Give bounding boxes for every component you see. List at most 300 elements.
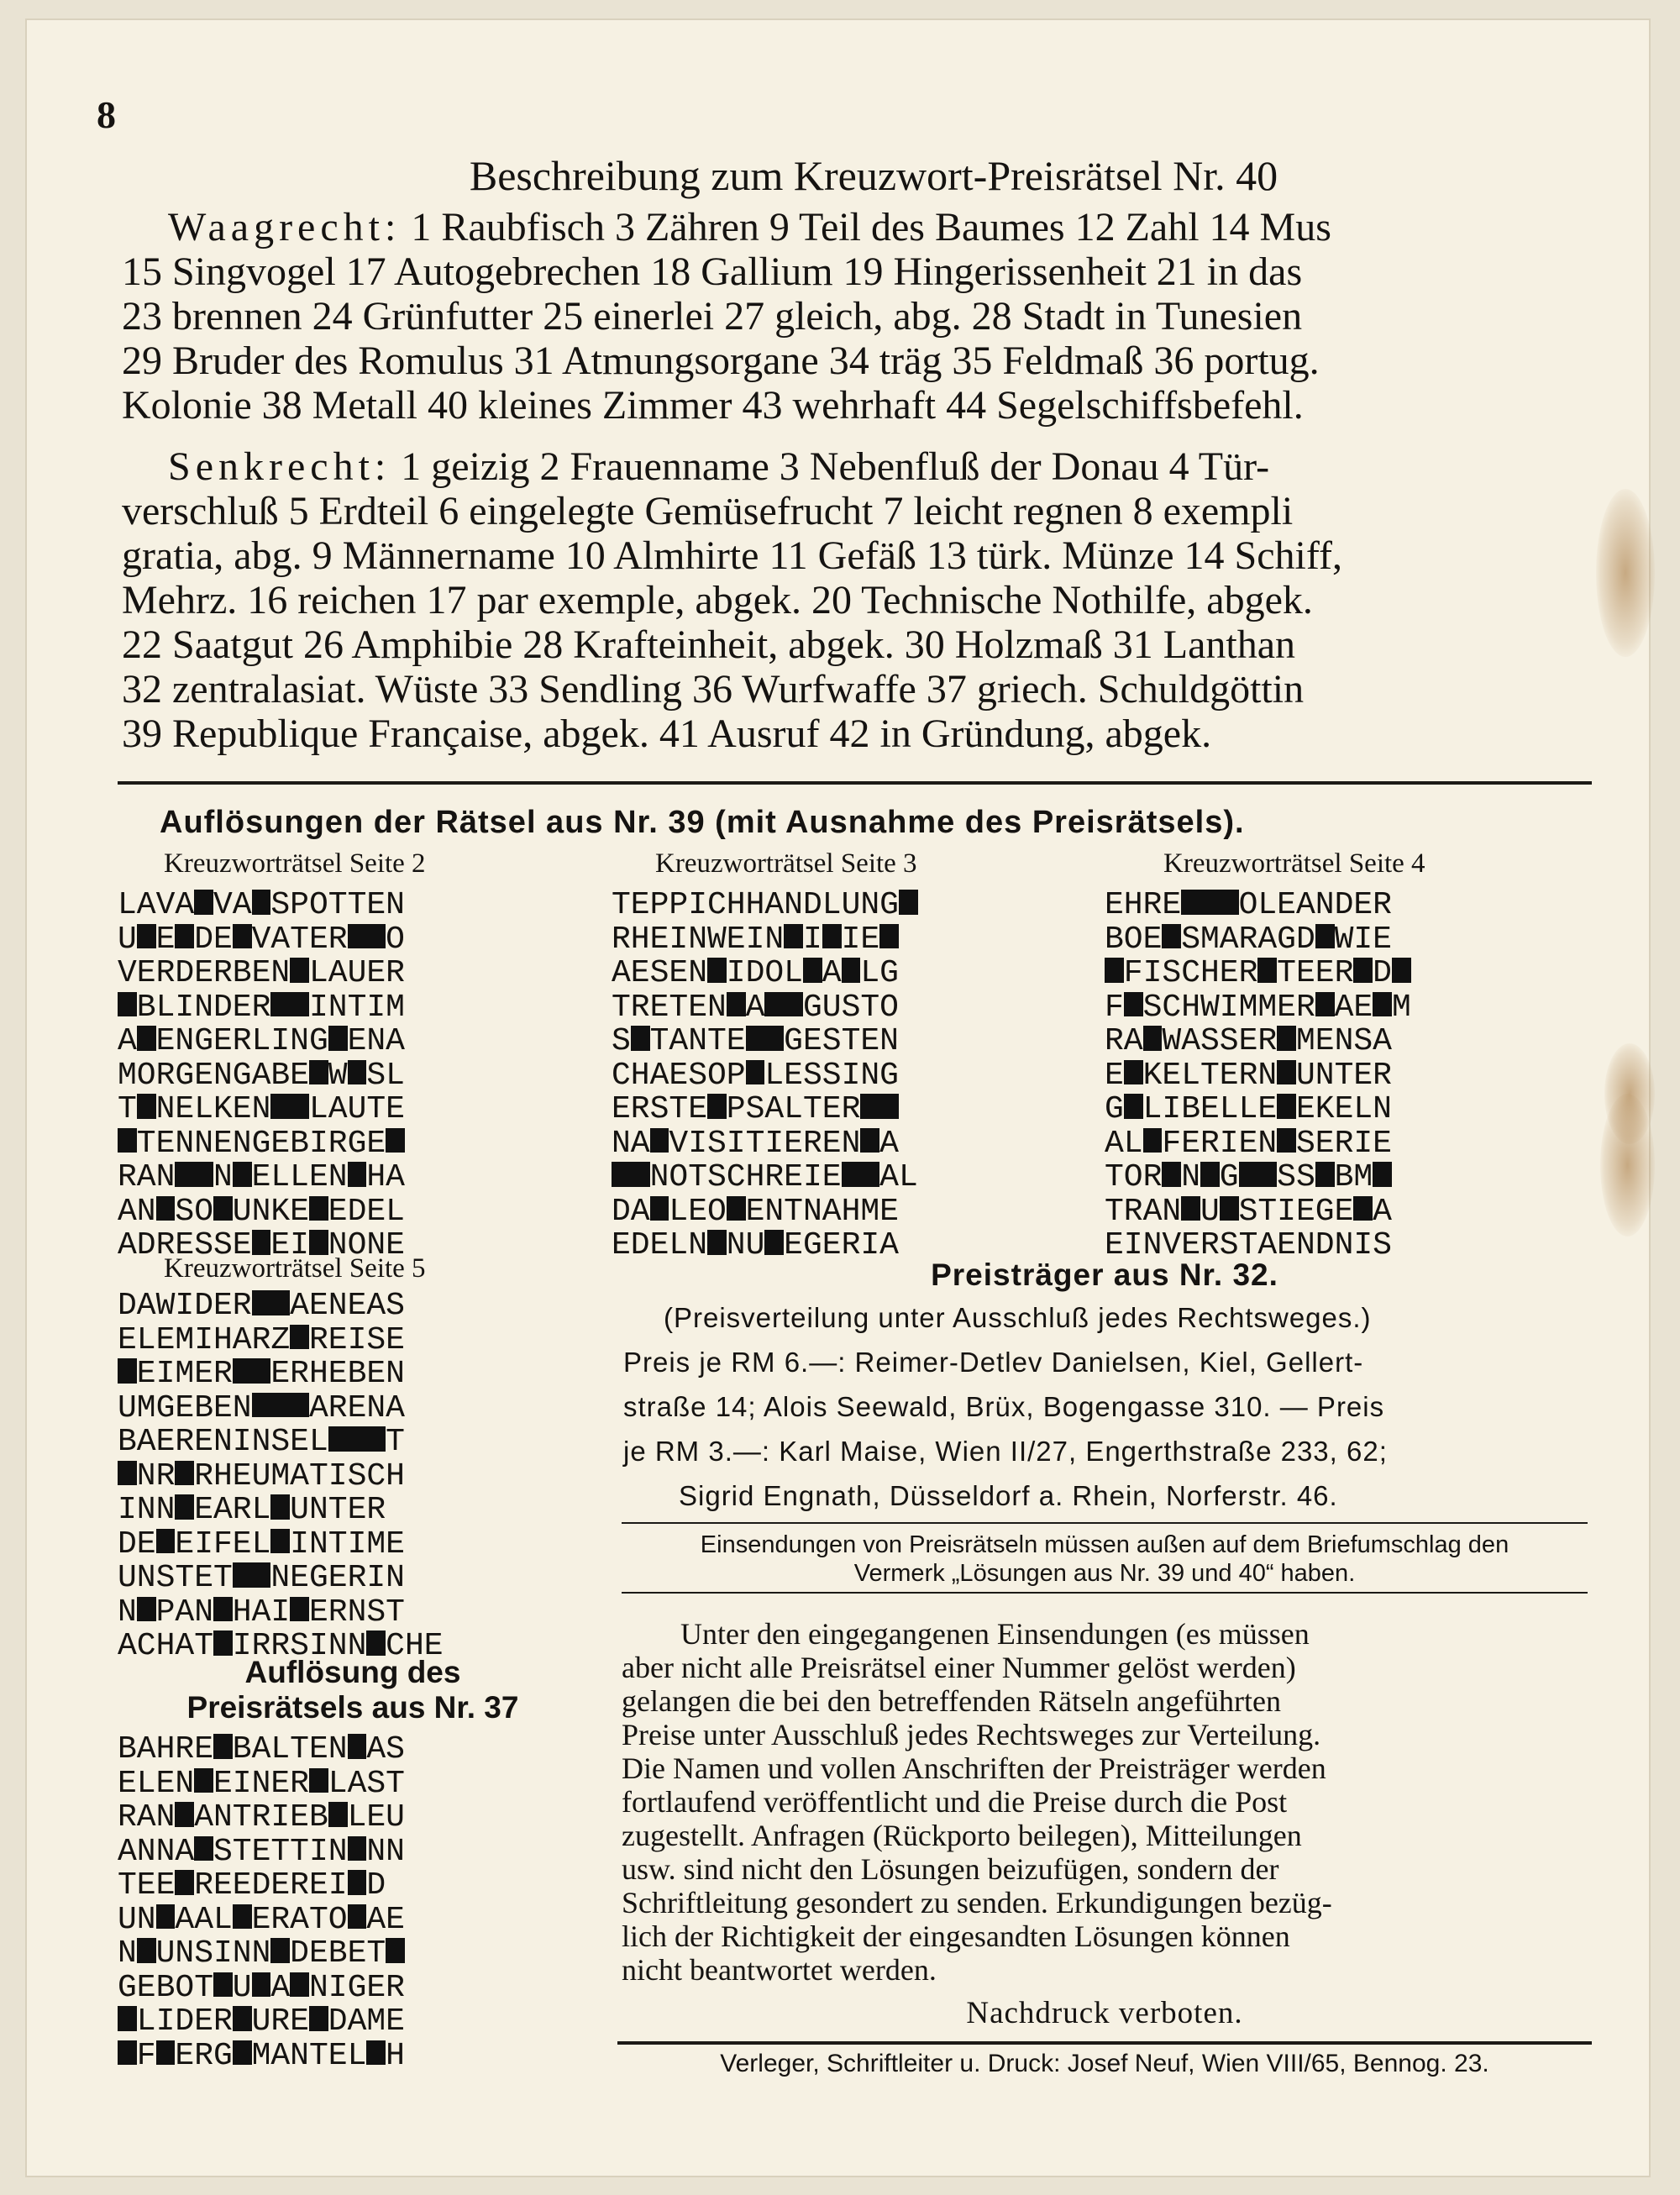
grid-row: [1105, 1161, 1411, 1195]
rust-stain-lower: [1600, 1094, 1655, 1237]
black-square: [1162, 1162, 1181, 1187]
letter-cell: E: [1277, 887, 1296, 923]
letter-cell: T: [386, 1765, 405, 1802]
letter-cell: O: [669, 1159, 689, 1195]
letter-cell: I: [1162, 1091, 1182, 1127]
letter-cell: E: [1142, 921, 1163, 958]
letter-cell: I: [688, 887, 707, 923]
letter-cell: E: [366, 1356, 386, 1392]
letter-cell: E: [1105, 1057, 1124, 1094]
letter-cell: L: [1142, 1091, 1163, 1127]
black-square: [803, 958, 822, 983]
letter-cell: U: [155, 1935, 176, 1972]
letter-cell: S: [1219, 1023, 1239, 1059]
letter-cell: A: [136, 1288, 156, 1324]
letter-cell: I: [1219, 1125, 1239, 1162]
body-text-line: Preise unter Ausschluß jedes Rechtsweges zur Verteilung.: [622, 1718, 1321, 1751]
crossword-solution-seite5: [118, 1289, 444, 1664]
black-square: [270, 1938, 290, 1963]
letter-cell: E: [136, 955, 156, 991]
letter-cell: M: [860, 1193, 880, 1230]
letter-cell: H: [386, 2037, 405, 2074]
letter-cell: K: [1142, 1057, 1163, 1094]
letter-cell: A: [136, 1799, 156, 1835]
letter-cell: H: [386, 1457, 405, 1494]
letter-cell: V: [213, 887, 233, 923]
letter-cell: K: [1315, 1091, 1335, 1127]
letter-cell: N: [270, 1560, 291, 1596]
letter-cell: D: [118, 1288, 137, 1324]
black-square: [156, 1904, 176, 1930]
letter-cell: R: [1334, 955, 1354, 991]
black-square: [290, 1325, 309, 1350]
letter-cell: L: [669, 1227, 689, 1263]
letter-cell: H: [630, 1057, 650, 1094]
grid-row: [1105, 923, 1411, 958]
letter-cell: E: [1334, 1091, 1354, 1127]
letter-cell: U: [118, 1389, 137, 1426]
letter-cell: N: [136, 1833, 156, 1870]
divider-rule: [622, 1592, 1588, 1594]
black-square: [1200, 1162, 1220, 1187]
letter-cell: N: [194, 1125, 213, 1162]
letter-cell: A: [386, 1389, 405, 1426]
letter-cell: R: [290, 1867, 309, 1904]
letter-cell: E: [1181, 1125, 1200, 1162]
black-square: [631, 1026, 650, 1051]
letter-cell: S: [706, 1125, 727, 1162]
letter-cell: S: [1353, 1023, 1373, 1059]
grid-row: [118, 1457, 444, 1494]
letter-cell: E: [1162, 1057, 1182, 1094]
body-text-line: gelangen die bei den betreffenden Rätseln angeführten: [622, 1684, 1282, 1718]
letter-cell: S: [270, 887, 291, 923]
letter-cell: E: [213, 921, 233, 958]
letter-cell: A: [1181, 1023, 1200, 1059]
black-square: [213, 1597, 233, 1622]
letter-cell: E: [118, 1765, 137, 1802]
black-square: [252, 1393, 271, 1418]
body-text-line: zugestellt. Anfragen (Rückporto beilegen), Mitteilungen: [622, 1819, 1302, 1852]
letter-cell: E: [213, 1288, 233, 1324]
letter-cell: E: [630, 887, 650, 923]
letter-cell: G: [879, 955, 899, 991]
letter-cell: A: [347, 2003, 367, 2040]
letter-cell: G: [251, 1125, 271, 1162]
letter-cell: P: [726, 1057, 746, 1094]
letter-cell: E: [366, 887, 386, 923]
letter-cell: E: [1373, 1125, 1392, 1162]
letter-cell: N: [1181, 1159, 1200, 1195]
letter-cell: L: [764, 1057, 785, 1094]
letter-cell: B: [194, 1389, 213, 1426]
letter-cell: I: [118, 1492, 137, 1528]
letter-cell: N: [328, 1628, 348, 1664]
letter-cell: O: [308, 887, 328, 923]
letter-cell: G: [802, 989, 822, 1026]
letter-cell: I: [1142, 955, 1163, 991]
letter-cell: P: [155, 1594, 176, 1630]
letter-cell: R: [290, 1765, 309, 1802]
letter-cell: S: [386, 1288, 405, 1324]
letter-cell: M: [366, 2003, 386, 2040]
letter-cell: A: [270, 921, 291, 958]
crossword-solution-prize37: [118, 1733, 405, 2073]
letter-cell: E: [366, 1193, 386, 1230]
letter-cell: L: [155, 989, 176, 1026]
letter-cell: E: [1295, 955, 1315, 991]
letter-cell: E: [688, 1091, 707, 1127]
letter-cell: S: [155, 1560, 176, 1596]
letter-cell: R: [194, 2037, 213, 2074]
letter-cell: A: [328, 1091, 348, 1127]
letter-cell: T: [1200, 1057, 1220, 1094]
letter-cell: M: [1295, 1023, 1315, 1059]
black-square: [1315, 1162, 1335, 1187]
grid-row: [612, 991, 918, 1026]
letter-cell: N: [688, 1023, 707, 1059]
letter-cell: A: [194, 1901, 213, 1938]
letter-cell: N: [347, 1594, 367, 1630]
letter-cell: R: [232, 1023, 252, 1059]
black-square: [213, 1630, 233, 1656]
letter-cell: E: [194, 1424, 213, 1460]
letter-cell: E: [784, 1159, 803, 1195]
letter-cell: L: [1181, 1057, 1200, 1094]
letter-cell: U: [118, 921, 137, 958]
black-square: [270, 992, 290, 1017]
black-square: [1277, 1060, 1296, 1085]
grid-row: [1105, 889, 1411, 923]
letter-cell: E: [688, 1193, 707, 1230]
letter-cell: E: [1353, 887, 1373, 923]
body-text-line: Die Namen und vollen Anschriften der Preisträger werden: [622, 1751, 1326, 1785]
black-square: [1257, 958, 1277, 983]
black-square: [194, 890, 213, 915]
black-square: [1373, 992, 1392, 1017]
body-text-line: nicht beantwortet werden.: [622, 1953, 937, 1987]
letter-cell: A: [366, 1288, 386, 1324]
black-square: [1257, 1162, 1277, 1187]
letter-cell: E: [860, 1023, 880, 1059]
letter-cell: I: [308, 1628, 328, 1664]
letter-cell: R: [366, 1492, 386, 1528]
letter-cell: O: [175, 1969, 195, 2006]
letter-cell: N: [386, 887, 405, 923]
letter-cell: D: [328, 2003, 348, 2040]
letter-cell: A: [879, 1125, 899, 1162]
letter-cell: N: [251, 1424, 271, 1460]
letter-cell: G: [232, 1057, 252, 1094]
letter-cell: E: [860, 921, 880, 958]
letter-cell: A: [290, 1288, 309, 1324]
letter-cell: E: [1219, 1057, 1239, 1094]
letter-cell: T: [706, 1023, 727, 1059]
letter-cell: L: [347, 1799, 367, 1835]
letter-cell: R: [251, 1628, 271, 1664]
letter-cell: R: [630, 1091, 650, 1127]
letter-cell: E: [879, 1193, 899, 1230]
black-square: [233, 2006, 252, 2031]
letter-cell: N: [1315, 1057, 1335, 1094]
body-text-line: Unter den eingegangenen Einsendungen (es müssen: [680, 1617, 1310, 1651]
letter-cell: E: [194, 1057, 213, 1094]
letter-cell: N: [136, 1901, 156, 1938]
letter-cell: E: [118, 1321, 137, 1358]
letter-cell: D: [347, 1193, 367, 1230]
prize-winners-heading: Preisträger aus Nr. 32.: [931, 1258, 1278, 1292]
letter-cell: R: [155, 1227, 176, 1263]
letter-cell: E: [308, 1867, 328, 1904]
letter-cell: E: [822, 1159, 842, 1195]
black-square: [1162, 924, 1181, 949]
letter-cell: O: [1123, 921, 1143, 958]
letter-cell: U: [118, 1560, 137, 1596]
letter-cell: L: [308, 955, 328, 991]
letter-cell: D: [1295, 921, 1315, 958]
letter-cell: I: [764, 1125, 785, 1162]
letter-cell: I: [175, 1288, 195, 1324]
letter-cell: N: [213, 1424, 233, 1460]
letter-cell: S: [213, 1833, 233, 1870]
letter-cell: C: [366, 1457, 386, 1494]
letter-cell: T: [841, 1023, 861, 1059]
letter-cell: I: [726, 955, 746, 991]
black-square: [631, 1162, 650, 1187]
letter-cell: S: [649, 955, 669, 991]
black-square: [879, 924, 899, 949]
body-text-line: Schriftleitung gesondert zu senden. Erkundigungen bezüg-: [622, 1886, 1332, 1919]
letter-cell: I: [347, 1321, 367, 1358]
letter-cell: G: [175, 1057, 195, 1094]
letter-cell: E: [1200, 1091, 1220, 1127]
letter-cell: A: [270, 2037, 291, 2074]
letter-cell: N: [1373, 1091, 1392, 1127]
letter-cell: B: [118, 1731, 137, 1767]
grid-row: [118, 1127, 405, 1162]
letter-cell: E: [386, 1901, 405, 1938]
letter-cell: N: [706, 989, 727, 1026]
letter-cell: I: [860, 1227, 880, 1263]
letter-cell: A: [175, 1628, 195, 1664]
letter-cell: D: [745, 955, 765, 991]
black-square: [1392, 958, 1411, 983]
letter-cell: R: [251, 1321, 271, 1358]
letter-cell: N: [175, 1023, 195, 1059]
prize-winners-line: Sigrid Engnath, Düsseldorf a. Rhein, Norferstr. 46.: [679, 1480, 1338, 1511]
reprint-notice: Nachdruck verboten.: [966, 1996, 1243, 2030]
letter-cell: G: [784, 1023, 803, 1059]
black-square: [1373, 1162, 1392, 1187]
letter-cell: P: [290, 887, 309, 923]
vertical-clue-line: Mehrz. 16 reichen 17 par exemple, abgek. 20 Technische Nothilfe, abgek.: [122, 578, 1313, 622]
letter-cell: T: [688, 1159, 707, 1195]
letter-cell: R: [1105, 1023, 1124, 1059]
letter-cell: L: [328, 1765, 348, 1802]
letter-cell: T: [612, 887, 631, 923]
grid-row: [1105, 1195, 1411, 1230]
grid-row: [118, 1767, 405, 1802]
letter-cell: H: [213, 1457, 233, 1494]
letter-cell: N: [1162, 1193, 1182, 1230]
black-square: [1143, 1128, 1163, 1153]
black-square: [156, 1196, 176, 1221]
letter-cell: I: [802, 1159, 822, 1195]
letter-cell: K: [270, 1193, 291, 1230]
letter-cell: D: [612, 1193, 631, 1230]
letter-cell: N: [328, 1288, 348, 1324]
letter-cell: L: [1238, 1091, 1258, 1127]
grid-row: [1105, 1025, 1411, 1059]
black-square: [1181, 1196, 1200, 1221]
black-square: [784, 924, 803, 949]
letter-cell: V: [669, 1125, 689, 1162]
black-square: [233, 1162, 252, 1187]
letter-cell: E: [194, 1731, 213, 1767]
letter-cell: E: [1373, 921, 1392, 958]
letter-cell: E: [232, 1091, 252, 1127]
letter-cell: E: [802, 1023, 822, 1059]
letter-cell: L: [251, 1492, 271, 1528]
grid-row: [118, 1901, 405, 1938]
letter-cell: E: [1105, 1227, 1124, 1263]
letter-cell: E: [822, 1227, 842, 1263]
black-square: [290, 1094, 309, 1119]
letter-cell: S: [1295, 1159, 1315, 1195]
letter-cell: N: [232, 1125, 252, 1162]
letter-cell: A: [328, 955, 348, 991]
letter-cell: S: [822, 1057, 842, 1094]
black-square: [233, 2040, 252, 2066]
letter-cell: E: [784, 1125, 803, 1162]
letter-cell: S: [802, 1057, 822, 1094]
letter-cell: R: [1200, 1227, 1220, 1263]
letter-cell: T: [328, 887, 348, 923]
letter-cell: S: [290, 1628, 309, 1664]
letter-cell: N: [155, 1091, 176, 1127]
letter-cell: T: [1105, 1159, 1124, 1195]
black-square: [290, 1597, 309, 1622]
letter-cell: T: [213, 1560, 233, 1596]
letter-cell: N: [688, 1227, 707, 1263]
letter-cell: N: [328, 989, 348, 1026]
grid-row: [118, 2005, 405, 2040]
letter-cell: G: [347, 1125, 367, 1162]
letter-cell: S: [175, 1193, 195, 1230]
black-square: [650, 1128, 669, 1153]
letter-cell: Z: [270, 1321, 291, 1358]
letter-cell: E: [290, 1799, 309, 1835]
letter-cell: I: [290, 1227, 309, 1263]
letter-cell: O: [386, 921, 405, 958]
letter-cell: A: [347, 1765, 367, 1802]
black-square: [270, 1529, 290, 1554]
letter-cell: U: [251, 2003, 271, 2040]
letter-cell: V: [1162, 1227, 1182, 1263]
letter-cell: L: [669, 1193, 689, 1230]
letter-cell: B: [155, 1969, 176, 2006]
rust-stain-upper: [1596, 489, 1655, 657]
letter-cell: G: [213, 2037, 233, 2074]
grid-row: [1105, 991, 1411, 1026]
letter-cell: N: [175, 1125, 195, 1162]
letter-cell: S: [386, 1731, 405, 1767]
letter-cell: I: [270, 1799, 291, 1835]
letter-cell: E: [290, 1424, 309, 1460]
black-square: [233, 1562, 252, 1588]
letter-cell: A: [1373, 1023, 1392, 1059]
letter-cell: A: [386, 1023, 405, 1059]
grid-row: [612, 1127, 918, 1162]
letter-cell: R: [328, 1125, 348, 1162]
letter-cell: E: [213, 1023, 233, 1059]
letter-cell: R: [308, 1321, 328, 1358]
black-square: [366, 1426, 386, 1452]
horizontal-clue-line: 15 Singvogel 17 Autogebrechen 18 Gallium 19 Hingerissenheit 21 in das: [122, 249, 1303, 294]
black-square: [175, 1802, 194, 1827]
letter-cell: G: [802, 1227, 822, 1263]
letter-cell: R: [1123, 1193, 1143, 1230]
letter-cell: E: [308, 1935, 328, 1972]
letter-cell: S: [1162, 955, 1182, 991]
letter-cell: N: [175, 1765, 195, 1802]
letter-cell: N: [155, 1799, 176, 1835]
letter-cell: L: [1123, 1125, 1143, 1162]
letter-cell: T: [366, 1091, 386, 1127]
letter-cell: E: [1315, 1125, 1335, 1162]
letter-cell: T: [308, 1901, 328, 1938]
letter-cell: U: [822, 989, 842, 1026]
letter-cell: S: [706, 1159, 727, 1195]
black-square: [746, 1060, 765, 1085]
black-square: [137, 1026, 156, 1051]
letter-cell: I: [155, 2003, 176, 2040]
letter-cell: E: [251, 1833, 271, 1870]
letter-cell: R: [841, 1227, 861, 1263]
letter-cell: I: [308, 1125, 328, 1162]
letter-cell: D: [136, 1227, 156, 1263]
prize-winners-subheading: (Preisverteilung unter Ausschluß jedes Rechtsweges.): [664, 1302, 1372, 1333]
letter-cell: R: [290, 1356, 309, 1392]
letter-cell: M: [136, 1389, 156, 1426]
letter-cell: H: [1181, 989, 1200, 1026]
black-square: [612, 1162, 631, 1187]
letter-cell: E: [366, 1969, 386, 2006]
letter-cell: N: [290, 1023, 309, 1059]
letter-cell: B: [290, 1125, 309, 1162]
black-square: [118, 1461, 137, 1486]
letter-cell: E: [347, 1935, 367, 1972]
letter-cell: R: [1238, 921, 1258, 958]
letter-cell: N: [251, 1935, 271, 1972]
solutions-heading: Auflösungen der Rätsel aus Nr. 39 (mit Ausnahme des Preisrätsels).: [160, 805, 1245, 840]
black-square: [233, 1358, 252, 1384]
grid-row: [612, 957, 918, 991]
letter-cell: A: [366, 1901, 386, 1938]
letter-cell: R: [802, 1125, 822, 1162]
letter-cell: E: [155, 1023, 176, 1059]
black-square: [309, 1060, 328, 1085]
letter-cell: E: [270, 1765, 291, 1802]
letter-cell: T: [194, 1969, 213, 2006]
letter-cell: E: [213, 1125, 233, 1162]
black-square: [1239, 1162, 1258, 1187]
black-square: [348, 1734, 367, 1759]
black-square: [1353, 958, 1373, 983]
grid-row: [118, 1969, 405, 2006]
letter-cell: E: [175, 1227, 195, 1263]
letter-cell: T: [386, 1424, 405, 1460]
